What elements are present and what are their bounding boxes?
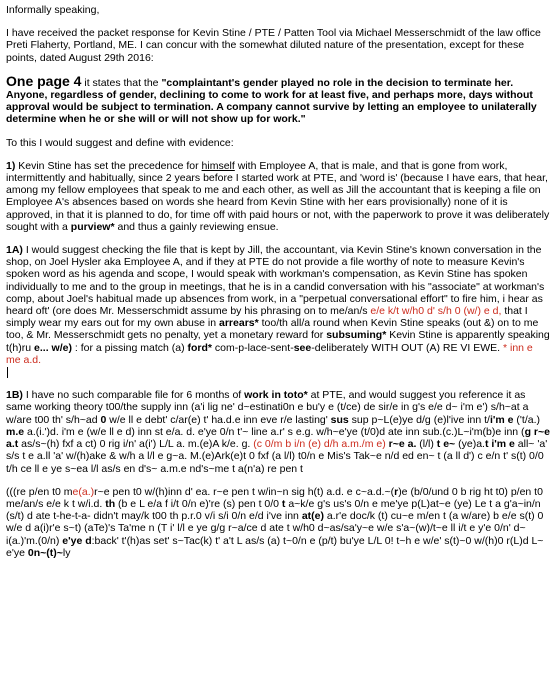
item-1b-text: at PTE, and would suggest you reference it as same working theory t00/the supply inn (a'i lig ne' d~estinati0n e bu'y e (t/ce) de sir/e in g's e/e d~ i'm e') s/h~at a w/are t00 th' s/h~ad	[6, 389, 529, 426]
item-1-number: 1)	[6, 159, 16, 172]
item-1b	[6, 389, 550, 474]
item-1-text: and thus a gainly reviewing ensue.	[114, 220, 279, 233]
item-1	[6, 160, 550, 233]
red-annotation: * inn e me a.d.	[6, 341, 533, 366]
suggest-line: To this I would suggest and define with evidence:	[6, 136, 234, 149]
item-1b-text: I have no such comparable file for 6 months of	[22, 389, 245, 402]
item-1a-text: Kevin Stine is apparently speaking t(h)ru	[6, 329, 550, 354]
item-1b-text: (l/l)	[416, 438, 437, 451]
item-1a-text: I would suggest checking the file that is kept by Jill, the accountant, via Kevin Stine's known conversation in the shop, on Joel Hysler aka Employee A, and if they at PTE do not provide a file worthy of note to measure Kevin's spoken word as his agenda and scope, I would speak with workman's compensation, as Kevin Stine has spoken individually to me and to the group in meetings, that he is in a candid conversation with his "associate" at workman's comp, about Joel's habitual made up absences from work, in a "perpetual conversational effort" to fire him, i hear as heard oft' (ore does Mr. Messerschmidt assume by his phrasing on to me/an/s	[6, 244, 545, 318]
subsuming-term: subsuming*	[326, 329, 387, 342]
bold-term: i'm e	[489, 413, 514, 426]
bold-term: t e~	[436, 438, 456, 451]
ford-term: ford*	[187, 341, 212, 354]
bold-term: e'ye d	[62, 534, 92, 547]
item-1a-text: -deliberately WITH OUT (A) RE VI EWE.	[311, 341, 501, 354]
bold-term: r	[394, 485, 399, 498]
greeting: Informally speaking,	[6, 4, 100, 16]
final-paragraph	[6, 486, 550, 559]
bold-term: t i'm e	[484, 438, 515, 451]
item-1b-text: as/s~(h) fxf a ct) 0 rig i/n' a(i') L/L a. m.(e)A k/e. g.	[18, 438, 254, 451]
item-1b-number: 1B)	[6, 389, 23, 402]
bold-term: at(e)	[301, 510, 324, 523]
purview-term: purview*	[70, 220, 115, 233]
item-1b-text: a.(i.')d. i'm e (w/e ll e d) inn st e/a. d. e'ye 0/n t'~ line a.r' s e.g. w/h~e'ye (t/0)d ate inn sub.(c.)L~i'm(b)e inn (	[24, 425, 525, 438]
item-1-text: with Employee A, that is male, and that is gone from work, intermittently and habitually, since 2 years before I started work at PTE, and 'word is' (because I have ears, that hear, among my fellow employees that speak to me and each other, as well as Jill the accountant that is keeping a file on Employee A's absences based on words she heard from Kevin Stine with her ears provisionally) none of it is approved, in that it is planned to do, for time off with paid hours or not, with the paperwork to prove it was deliberately sought with a	[6, 159, 550, 233]
point-quote: "complaintant's gender played no role in the decision to terminate her. Anyone, regardless of gender, declining to come to work for at least five, and perhaps more, days without approval would be subject to termination. A company cannot survive by letting an employee to unilaterally determine when he or she will or will not show up for work."	[6, 76, 537, 126]
item-1a-text: : for a pissing match (a)	[71, 341, 188, 354]
bold-term: t	[281, 497, 286, 510]
final-text: :back' t'(h)as set' s~Tac(k) t' a't L as/s (a) t~0/n e (p/t) bu'ye L/L 0! t~h e w/e' s(t)~0 w/(h)0 r(L)d L~ e'ye	[6, 534, 544, 559]
document-body	[6, 4, 550, 570]
final-text: (b e L e/a f i/t 0/n e)'re (s) pen t 0/0	[115, 497, 282, 510]
item-1b-text: (ye)a.	[455, 438, 485, 451]
bold-term: m.e	[6, 425, 25, 438]
red-annotation: (c 0/m b i/n (e) d/h a.m./m e)	[253, 438, 386, 451]
item-1b-text: sup p~L(e)ye d/g (e)l'ive inn t/	[348, 413, 490, 426]
item-1b-text: ('t/a.)	[513, 413, 540, 426]
ewe-term: e... w/e)	[34, 341, 72, 354]
final-text: ly	[62, 546, 71, 559]
item-1b-text: all~ 'a' s/s t e a.ll 'a' w/(h)ake & w/h a l/l e g~a. M.(e)Ark(e)t 0 fxf (a l/l) t0/n e Mis's Tak~e n/d ed en~ t (a ll d') c e/n t' s(t) 0/0 t/h ce ll e ye s~ea l/l as/s en d's~ a.m.e nd's~me t a(n'a) re pen t	[6, 438, 548, 475]
final-text: r~e pen t0 w/(h)inn d' ea. r~e pen t w/in~n sig h(t) a.d. e c~a.d.~(	[94, 485, 395, 498]
item-1-text: Kevin Stine has set the precedence for	[15, 159, 202, 172]
work-term: work in toto*	[244, 389, 308, 402]
item-1b-text: w/e ll e debt' c/ar(e) t' ha.d.e inn eve r/e lasting'	[106, 413, 331, 426]
item-1a	[6, 244, 550, 378]
arrears-term: arrears*	[219, 317, 259, 330]
point-paragraph	[6, 72, 550, 126]
final-text: (((re p/en t0 m	[6, 485, 73, 498]
item-1a-text: that I simply wear my ears out for my own abuse in	[6, 305, 528, 330]
red-annotation: e(a.)	[72, 485, 95, 498]
point-lead: it states that the	[81, 76, 162, 89]
item-1a-number: 1A)	[6, 244, 23, 257]
bold-term: th	[105, 497, 116, 510]
final-text: )e (b/0/und 0 b rig ht t0) p/en t0 me/an/s e/e k t w/i.d.	[6, 485, 543, 510]
see-term: see	[293, 341, 312, 354]
text-cursor	[7, 367, 8, 378]
bold-term: 0	[100, 413, 107, 426]
final-text: a~k/e g's us's 0/n e me'ye p(L)at~e (ye) Le t a g'a~in/n (s/t) d ate t-he-t-a- didn't may/k t00 th p.r.0 v/i s/i 0/n e/d i've inn	[6, 497, 541, 523]
red-annotation: e/e k/t w/h0 d' s/h 0 (w/) e d,	[370, 305, 502, 318]
bold-term: r~e a.	[388, 438, 417, 451]
bold-term: 0n~(t)~	[27, 546, 63, 559]
item-1a-text: too/th all/a round when Kevin Stine speaks (out &) on to me too, & Mr. Messerschmidt gets no penalty, yet a monetary reward for	[6, 317, 539, 342]
bold-term: sus	[330, 413, 349, 426]
himself-underlined: himself	[201, 159, 235, 172]
intro-paragraph: I have received the packet response for Kevin Stine / PTE / Patten Tool via Michael Messerschmidt of the law office Preti Flaherty, Portland, ME. I can concur with the somewhat diluted nature of the presentation, except for these points, dated August 29th 2016:	[6, 27, 541, 64]
item-1a-text: com-p-lace-sent-	[212, 341, 294, 354]
final-text: a.r'e doc/k (t) cu~e m/en t (a w/are) b e/e s(t) 0 w/e d a(i)r'e s~t) (aTe)'s Ta'me n (T i' l/l e ye g/g r~a/ce d ate t w/h0 d~as/sa'y~e w/e s'a~(w)/t~e ll i/t e y'e 0/n' d~ i(a.)'m.(0/n)	[6, 510, 544, 547]
point-heading: One page 4	[6, 72, 82, 89]
bold-term: g r~e a.t	[6, 425, 550, 451]
